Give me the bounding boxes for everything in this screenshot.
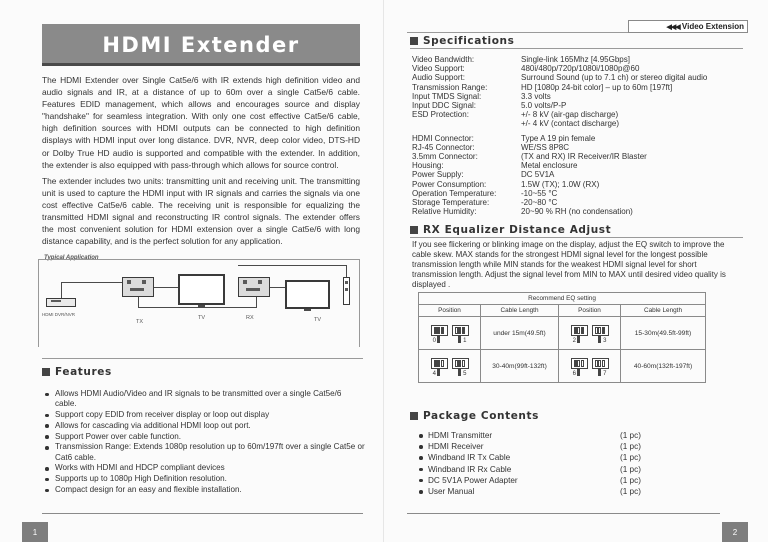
spec-row xyxy=(412,143,732,152)
package-qty: (1 pc) xyxy=(620,431,641,440)
source-label: HDMI DVR/NVR xyxy=(42,312,76,317)
spec-value: Surround Sound (up to 7.1 ch) or stereo digital audio xyxy=(521,73,708,83)
column-header: Cable Length xyxy=(621,305,706,317)
spec-key: HDMI Connector: xyxy=(412,133,474,143)
page-fold xyxy=(383,0,384,542)
spec-key: Relative Humidity: xyxy=(412,207,477,217)
diagram-top-line xyxy=(38,259,360,260)
list-item: Compact design for an easy and flexible installation. xyxy=(43,485,365,495)
position-number: 0 xyxy=(432,337,436,344)
spec-value: Metal enclosure xyxy=(521,161,578,171)
spec-row xyxy=(412,73,732,82)
diagram-left-line xyxy=(38,259,39,347)
package-item: HDMI Receiver xyxy=(428,442,484,452)
package-qty: (1 pc) xyxy=(620,453,641,463)
specifications-table xyxy=(412,55,732,216)
package-heading xyxy=(410,410,539,422)
list-item: Transmission Range: Extends 1080p resolution up to 60m/197ft over a single Cat5e or Cat6 cable. xyxy=(43,442,365,462)
list-item xyxy=(418,464,678,475)
specifications-heading xyxy=(410,35,514,47)
list-item xyxy=(418,475,678,486)
tv2-label: TV xyxy=(314,317,322,323)
list-item xyxy=(418,441,678,452)
bottom-rule xyxy=(42,513,363,514)
rx-port xyxy=(243,280,247,284)
dip-switch-icon xyxy=(431,358,448,369)
dip-switch-cell xyxy=(419,350,481,383)
spec-value: (TX and RX) IR Receiver/IR Blaster xyxy=(521,152,647,162)
spec-row xyxy=(412,119,732,128)
list-item xyxy=(418,452,678,463)
dip-switch-cell xyxy=(419,317,481,350)
features-heading xyxy=(42,366,112,378)
spec-row xyxy=(412,198,732,207)
position-number: 5 xyxy=(463,370,467,377)
spec-value: DC 5V1A xyxy=(521,170,555,180)
dvr-cable-h xyxy=(61,282,125,283)
spec-value: 5.0 volts/P-P xyxy=(521,101,567,111)
spec-value: 1.5W (TX); 1.0W (RX) xyxy=(521,179,600,189)
package-qty: (1 pc) xyxy=(620,487,641,497)
heading-marker xyxy=(410,37,418,45)
spec-key: Video Support: xyxy=(412,64,465,74)
package-qty: (1 pc) xyxy=(620,442,641,452)
spec-value: Single-link 165Mhz [4.95Gbps] xyxy=(521,55,630,64)
rx-label: RX xyxy=(246,315,254,321)
spec-row xyxy=(412,180,732,189)
list-item: Works with HDMI and HDCP compliant devices xyxy=(43,463,365,473)
section-rule xyxy=(410,48,743,49)
heading-marker xyxy=(410,412,418,420)
typical-application-diagram xyxy=(38,255,360,347)
spec-key: Input TMDS Signal: xyxy=(412,91,482,101)
package-qty: (1 pc) xyxy=(620,475,641,485)
spec-key: 3.5mm Connector: xyxy=(412,152,478,162)
bottom-rule xyxy=(407,513,720,514)
column-header: Position xyxy=(419,305,481,317)
table-row xyxy=(419,317,706,350)
dip-switch-cell xyxy=(559,317,621,350)
features-list xyxy=(43,389,365,496)
package-item: HDMI Transmitter xyxy=(428,431,493,440)
dip-switch-icon xyxy=(452,325,469,336)
table-row xyxy=(419,350,706,383)
intro-paragraph: The extender includes two units: transmitting unit and receiving unit. The transmitting unit is used to capture the HDMI input with IR signals and carries the signals via one cost effective Cat5e/6 cable. The receiving unit is responsible for equalizing the transmitted HDMI signal and reconstructing IR control signals. The extender offers the most convenient solution for HDMI extension over a single Cat5e/6 with long distance capability, and is the perfect solution for any application. xyxy=(42,175,360,247)
specifications-heading-text: Specifications xyxy=(423,35,515,47)
rx-tv-cable xyxy=(270,287,285,288)
eq-setting-table xyxy=(418,292,706,383)
position-number: 4 xyxy=(432,370,436,377)
list-item: Support Power over cable function. xyxy=(43,432,365,442)
dip-switch-icon xyxy=(592,325,609,336)
spec-key: RJ-45 Connector: xyxy=(412,142,475,152)
eq-table-caption: Recommend EQ setting xyxy=(419,293,706,305)
spec-key: Video Bandwidth: xyxy=(412,55,475,64)
spec-row xyxy=(412,83,732,92)
tx-label: TX xyxy=(136,319,144,325)
dip-switch-icon xyxy=(431,325,448,336)
top-rule xyxy=(407,32,628,33)
spec-value: Type A 19 pin female xyxy=(521,133,596,143)
dip-switch-icon xyxy=(571,325,588,336)
position-number: 2 xyxy=(572,337,576,344)
spec-row xyxy=(412,170,732,179)
tv1-label: TV xyxy=(198,315,206,321)
arrows-icon: ◀◀◀ xyxy=(666,24,680,31)
cat-cable-v xyxy=(138,297,139,307)
dip-switch-icon xyxy=(452,358,469,369)
dip-switch-cell xyxy=(559,350,621,383)
spec-row xyxy=(412,92,732,101)
rx-port xyxy=(246,288,260,291)
list-item: Supports up to 1080p High Definition resolution. xyxy=(43,474,365,484)
spec-value: 3.3 volts xyxy=(521,91,551,101)
eq-heading xyxy=(410,224,611,236)
position-number: 6 xyxy=(572,370,576,377)
package-item: Windband IR Rx Cable xyxy=(428,464,512,474)
spec-value: -10~55 °C xyxy=(521,188,558,198)
page-number: 1 xyxy=(22,522,48,542)
spec-row xyxy=(412,64,732,73)
cat-cable-h xyxy=(138,307,256,308)
rx-port xyxy=(258,280,262,284)
remote-cable-h xyxy=(238,265,346,266)
spec-value: 20~90 % RH (no condensation) xyxy=(521,207,633,217)
spec-key: Transmission Range: xyxy=(412,82,488,92)
spec-key: Power Supply: xyxy=(412,170,464,180)
cable-length: 30-40m(99ft-132ft) xyxy=(481,350,559,383)
section-rule xyxy=(410,237,743,238)
column-header: Cable Length xyxy=(481,305,559,317)
spec-key: Power Consumption: xyxy=(412,179,487,189)
page-number: 2 xyxy=(722,522,748,542)
spec-row xyxy=(412,110,732,119)
cable-length: 40-60m(132ft-197ft) xyxy=(621,350,706,383)
position-number: 1 xyxy=(463,337,467,344)
spec-row xyxy=(412,207,732,216)
list-item: Support copy EDID from receiver display or loop out display xyxy=(43,410,365,420)
package-item: DC 5V1A Power Adapter xyxy=(428,475,518,485)
cable-length: under 15m(49.5ft) xyxy=(481,317,559,350)
spec-key: Housing: xyxy=(412,161,444,171)
dip-switch-icon xyxy=(592,358,609,369)
spec-value: HD [1080p 24-bit color] – up to 60m [197ft] xyxy=(521,82,673,92)
section-rule xyxy=(42,358,363,359)
spec-value: +/- 8 kV (air-gap discharge) xyxy=(521,110,619,120)
eq-instructions: If you see flickering or blinking image on the display, adjust the EQ switch to improve the cable skew. MAX stands for the strongest HDMI signal level for the longest possible transmission length while MIN stands for the weakest HDMI signal level for short transmission length. Adjust the signal level from MIN to MAX until desired video quality is displayed . xyxy=(412,240,726,289)
list-item xyxy=(418,430,678,441)
eq-heading-text: RX Equalizer Distance Adjust xyxy=(423,224,612,236)
list-item: Allows HDMI Audio/Video and IR signals to be transmitted over a single Cat5e/6 cable. xyxy=(43,389,365,409)
spec-key: Operation Temperature: xyxy=(412,188,497,198)
tv-monitor-1 xyxy=(178,274,225,305)
list-item: Allows for cascading via additional HDMI loop out port. xyxy=(43,421,365,431)
section-tag-text: Video Extension xyxy=(681,22,744,31)
dvr-cable xyxy=(61,282,62,298)
heading-marker xyxy=(42,368,50,376)
dip-switch-icon xyxy=(571,358,588,369)
spec-value: WE/SS 8P8C xyxy=(521,142,570,152)
spec-key: ESD Protection: xyxy=(412,110,469,120)
remote-button xyxy=(345,281,348,284)
tx-port xyxy=(142,280,146,284)
position-number: 7 xyxy=(603,370,607,377)
spec-row xyxy=(412,55,732,64)
title-banner xyxy=(42,24,360,66)
tx-port xyxy=(130,288,144,291)
spec-row xyxy=(412,101,732,110)
spec-value: -20~80 °C xyxy=(521,198,558,208)
spec-key: Audio Support: xyxy=(412,73,465,83)
column-header: Position xyxy=(559,305,621,317)
package-heading-text: Package Contents xyxy=(423,410,539,422)
diagram-title: Typical Application xyxy=(44,255,99,261)
features-heading-text: Features xyxy=(55,366,112,378)
package-item: Windband IR Tx Cable xyxy=(428,453,511,463)
spec-row xyxy=(412,161,732,170)
position-number: 3 xyxy=(603,337,607,344)
spec-key xyxy=(412,119,521,128)
tx-tv-cable xyxy=(154,287,178,288)
remote-cable xyxy=(346,265,347,277)
diagram-right-line xyxy=(359,259,360,347)
tv-stand-2 xyxy=(304,309,311,311)
remote-button xyxy=(345,288,348,291)
intro-paragraph: The HDMI Extender over Single Cat5e/6 with IR extends high definition video and audio signals and IR, at a distance of up to 60m over a single Cat5e/6 cable. Features EDID management, which allows and encourages source and display "handshake" for seamless integration. With only one cost effective Cat5e/6 cable, high definition sources with HDMI outputs can be connected to high definition displays with HDMI input over long distance. DVR, NVR, deep color video, DTS-HD or Dolby True HD audio is supported and compatible with the extender. In addition, the extender is also equipped with pass-through which allows for source control. xyxy=(42,75,360,170)
package-item: User Manual xyxy=(428,487,475,497)
list-item xyxy=(418,486,678,497)
intro-text xyxy=(42,74,360,251)
heading-marker xyxy=(410,226,418,234)
spec-row xyxy=(412,152,732,161)
tv-monitor-2 xyxy=(285,280,330,309)
spec-value: +/- 4 kV (contact discharge) xyxy=(521,119,620,129)
dvr-slot xyxy=(51,300,61,302)
spec-row xyxy=(412,134,732,143)
tx-port xyxy=(127,280,131,284)
package-qty: (1 pc) xyxy=(620,464,641,474)
spec-key: Storage Temperature: xyxy=(412,198,490,208)
section-tag xyxy=(628,20,748,33)
cable-length: 15-30m(49.5ft-99ft) xyxy=(621,317,706,350)
page-title: HDMI Extender xyxy=(102,33,300,57)
package-list xyxy=(418,430,678,497)
spec-value: 480i/480p/720p/1080i/1080p@60 xyxy=(521,64,640,74)
spec-key: Input DDC Signal: xyxy=(412,101,477,111)
spec-row xyxy=(412,189,732,198)
